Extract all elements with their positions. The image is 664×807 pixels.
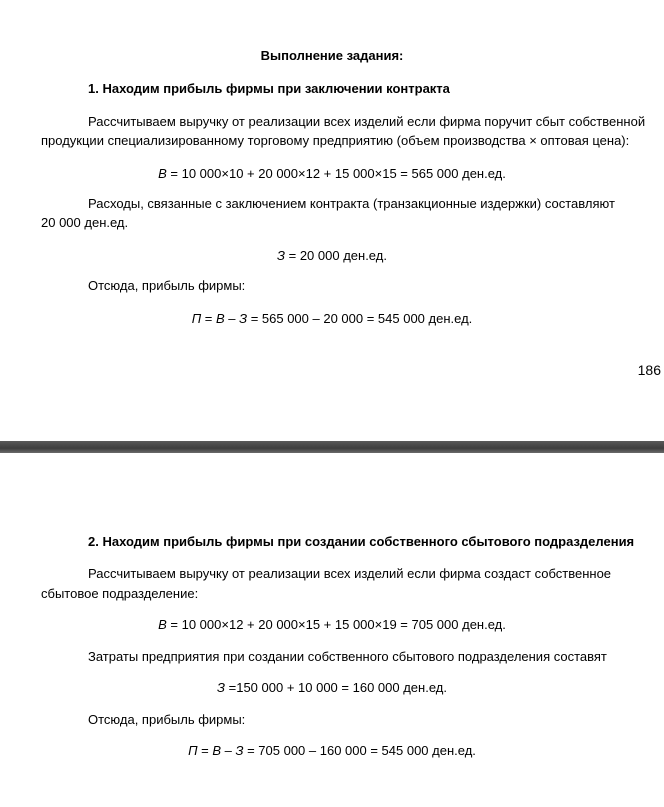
formula-var-revenue: В [215, 311, 225, 326]
formula-revenue-own [0, 616, 664, 634]
formula-expression: = 10 000×10 + 20 000×12 + 15 000×15 = 565 000 ден.ед. [166, 166, 506, 181]
formula-profit-own [0, 742, 664, 760]
formula-var-costs: З [235, 743, 244, 758]
page-number: 186 [637, 362, 661, 378]
formula-var-costs: З [239, 311, 248, 326]
paragraph-revenue-contract-line1: Рассчитываем выручку от реализации всех изделий если фирма поручит сбыт собственной [88, 114, 646, 129]
paragraph-profit-intro: Отсюда, прибыль фирмы: [88, 712, 246, 727]
formula-expression: = 20 000 ден.ед. [285, 248, 387, 263]
formula-expression: = 565 000 – 20 000 = 545 000 ден.ед. [247, 311, 473, 326]
paragraph-costs-contract-line1: Расходы, связанные с заключением контракта (транзакционные издержки) составляют [88, 196, 615, 211]
formula-op: – [221, 743, 236, 758]
formula-var-revenue: В [158, 617, 167, 632]
formula-op: = [201, 311, 216, 326]
formula-var-costs: З [277, 248, 286, 263]
step1-title: 1. Находим прибыль фирмы при заключении контракта [88, 81, 450, 96]
paragraph-revenue-contract-line2: продукции специализированному торговому предприятию (объем производства × оптовая цена): [41, 133, 630, 148]
formula-var-costs: З [217, 680, 226, 695]
formula-var-revenue: В [158, 166, 167, 181]
formula-var-profit: П [188, 743, 198, 758]
formula-var-revenue: В [212, 743, 222, 758]
formula-expression: = 705 000 – 160 000 = 545 000 ден.ед. [243, 743, 476, 758]
document-page-187 [0, 458, 664, 807]
formula-var-profit: П [191, 311, 202, 326]
formula-expression: =150 000 + 10 000 = 160 000 ден.ед. [225, 680, 447, 695]
formula-profit-contract [0, 310, 664, 328]
formula-expression: = 10 000×12 + 20 000×15 + 15 000×19 = 705 000 ден.ед. [166, 617, 506, 632]
solution-heading: Выполнение задания: [260, 48, 404, 63]
step2-title: 2. Находим прибыль фирмы при создании собственного сбытового подразделения [88, 534, 635, 549]
paragraph-profit-intro: Отсюда, прибыль фирмы: [88, 278, 246, 293]
paragraph-revenue-own-line2: сбытовое подразделение: [41, 586, 199, 601]
page-separator [0, 438, 664, 458]
formula-op: = [197, 743, 213, 758]
paragraph-costs-contract-line2: 20 000 ден.ед. [41, 215, 129, 230]
formula-revenue-contract [0, 165, 664, 183]
formula-op: – [224, 311, 240, 326]
paragraph-revenue-own-line1: Рассчитываем выручку от реализации всех изделий если фирма создаст собственное [88, 566, 612, 581]
formula-costs-contract [0, 247, 664, 265]
formula-costs-own [0, 679, 664, 697]
paragraph-costs-own: Затраты предприятия при создании собственного сбытового подразделения составят [88, 649, 607, 664]
